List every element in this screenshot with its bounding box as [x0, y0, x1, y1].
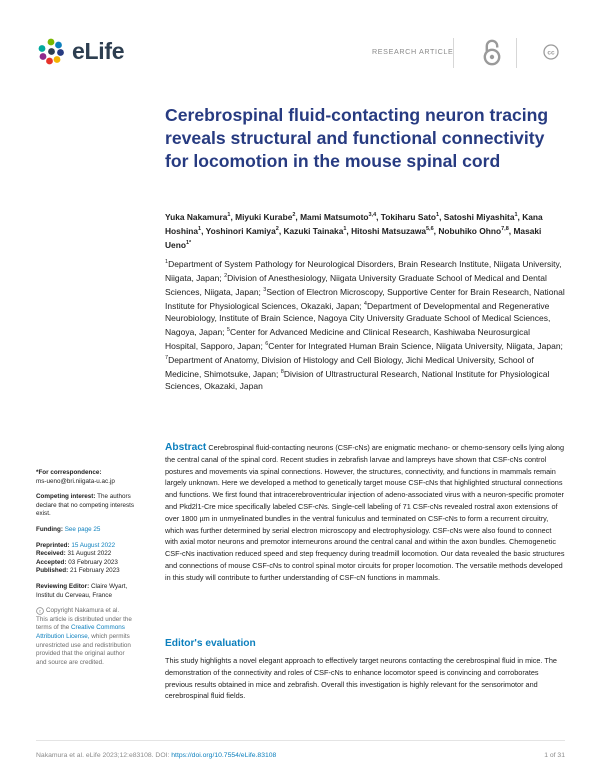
- date-row: [36, 567, 136, 576]
- author-affiliation-marker: 1: [514, 212, 518, 218]
- author-name[interactable]: Tokiharu Sato: [380, 211, 437, 222]
- citation-text: Nakamura et al. eLife 2023;12:e83108. DOI:: [36, 752, 172, 759]
- affiliation-number: 5: [226, 327, 230, 334]
- correspondence-block: [36, 469, 136, 486]
- affiliation-text: Section of Electron Microscopy, Supportive Center for Brain Research, National Institute for Physiological Sciences, Okazaki, Japan;: [165, 286, 565, 311]
- page-number: 1 of 31: [544, 752, 565, 759]
- copyright-text-cont: which permits unrestricted use and redistribution provided that the original author and source are credited.: [36, 632, 131, 666]
- affiliation-list: [165, 256, 565, 393]
- author-name[interactable]: Nobuhiko Ohno: [438, 226, 502, 236]
- author-affiliation-marker: 2: [275, 226, 279, 233]
- funding-block: [36, 526, 136, 535]
- author-affiliation-marker: 1: [436, 212, 440, 218]
- reviewing-editor-block: [36, 583, 136, 600]
- author-affiliation-marker: 1: [227, 212, 231, 218]
- doi-link[interactable]: https://doi.org/10.7554/eLife.83108: [171, 752, 277, 759]
- affiliation-text: Center for Advanced Medicine and Clinical Research, Kashiwaba Neurosurgical Hospital, Sapporo, Japan;: [165, 327, 530, 352]
- svg-text:cc: cc: [547, 49, 555, 57]
- competing-interest-text: The authors declare that no competing interests exist.: [36, 493, 135, 518]
- copyright-holder: Copyright Nakamura et al.: [46, 607, 120, 615]
- author-affiliation-marker: 5,6: [426, 226, 434, 233]
- affiliation-number: 2: [224, 273, 228, 280]
- affiliation-number: 1: [165, 259, 169, 265]
- author-name[interactable]: Yuka Nakamura: [165, 211, 228, 222]
- author-affiliation-marker: 1: [198, 226, 202, 233]
- author-affiliation-marker: 3,4: [368, 212, 377, 218]
- author-affiliation-marker: 2: [292, 212, 296, 218]
- cc-license-link[interactable]: Creative Commons Attribution License,: [36, 624, 125, 640]
- date-label: Accepted:: [36, 558, 67, 566]
- copyright-block: [36, 607, 136, 667]
- date-value: 31 August 2022: [67, 550, 112, 558]
- correspondence-label: *For correspondence:: [36, 469, 102, 476]
- author-name[interactable]: Satoshi Miyashita: [443, 211, 515, 222]
- affiliation-number: 8: [280, 369, 284, 376]
- affiliation-text: Department of System Pathology for Neurological Disorders, Brain Research Institute, Niigata University, Niigata, Japan;: [165, 258, 562, 283]
- abstract-text: Cerebrospinal fluid-contacting neurons (CSF-cNs) are enigmatic mechano- or chemo-sensory cells lying along the central canal of the spinal cord. Recent studies in zebrafish larvae and lampreys have shown that CSF-cNs control postures and movements via spinal connections. However, the structures, connectivity, and functions in mammals remain largely unknown. Here we developed a method to genetically target mouse CSF-cNs that highlighted structural connections and functions. We first found that intracerebroventricular injection of adeno-associated virus with a neuron-specific promoter and Pkd2l1-Cre mice specifically labeled CSF-cNs. Single-cell labeling of 71 CSF-cNs revealed rostral axon extensions of over 1800 µm in unmyelinated bundles in the ventral funiculus and terminated on CSF-cNs to form a recurrent circuitry, which was further determined by serial electron microscopy and electrophysiology. CSF-cNs were also found to connect with axial motor neurons and premotor interneurons around the central canal and within the axon bundles. Chemogenetic CSF-cNs inactivation reduced speed and step frequency during treadmill locomotion. Our data revealed the basic structures and connections of mouse CSF-cNs to control spinal motor circuits for proper locomotion. The versatile methods developed in this study will contribute to further understanding of CSF-cN functions in mammals.: [165, 443, 565, 582]
- reviewing-editor-name: Claire Wyart, Institut du Cerveau, France: [36, 582, 128, 599]
- reviewing-editor-label: Reviewing Editor:: [36, 582, 90, 590]
- author-name[interactable]: Kazuki Tainaka: [283, 226, 344, 236]
- author-name[interactable]: Kana Hoshina: [165, 211, 543, 236]
- author-name[interactable]: Masaki Ueno: [165, 226, 542, 251]
- funding-link[interactable]: See page 25: [64, 525, 101, 533]
- affiliation-text: Division of Ultrastructural Research, National Institute for Physiological Sciences, Okazaki, Japan: [165, 369, 550, 392]
- date-label: Received:: [36, 550, 66, 558]
- date-value[interactable]: 15 August 2022: [71, 541, 116, 549]
- date-row: [36, 550, 136, 559]
- footer-citation: [36, 752, 276, 759]
- funding-label: Funding:: [36, 525, 63, 533]
- abstract: [165, 442, 565, 584]
- date-label: Preprinted:: [36, 541, 70, 549]
- editors-evaluation-heading: Editor's evaluation: [165, 638, 256, 649]
- svg-text:c: c: [38, 609, 42, 615]
- open-access-icon: [480, 38, 504, 68]
- header-divider: [516, 38, 517, 68]
- affiliation-number: 7: [165, 355, 169, 362]
- competing-interest-label: Competing interest:: [36, 493, 96, 501]
- author-list: Yuka Nakamura$^1$, Miyuki Kurabe$^2$, Mami Matsumoto$^{3,4}$, Tokiharu Sato$^1$, Satoshi Miyashita$^1$, Kana Hoshina$^1$, Yoshinori Kamiya$^2$, Kazuki Tainaka$^1$, Hitoshi Matsuzawa$^{5,6}$, Nobuhiko Ohno$^{7,8}$, Masaki Ueno$^{1*}$: [165, 211, 543, 251]
- affiliation-text: Department of Anatomy, Division of Histology and Cell Biology, Jichi Medical University, School of Medicine, Shimotsuke, Japan;: [165, 355, 534, 380]
- correspondence-email[interactable]: ms-ueno@bri.niigata-u.ac.jp: [36, 477, 115, 485]
- footer-divider: [36, 740, 565, 741]
- affiliation-text: Division of Anesthesiology, Niigata University Graduate School of Medical and Dental Sciences, Niigata, Japan;: [165, 272, 547, 297]
- date-value: 21 February 2023: [69, 567, 120, 575]
- date-value: 03 February 2023: [68, 558, 118, 566]
- affiliation-number: 4: [363, 301, 367, 308]
- author-name[interactable]: Hitoshi Matsuzawa: [351, 226, 426, 236]
- affiliation-text: Department of Developmental and Regenerative Neurobiology, Institute of Brain Science, Nagoya City University Graduate School of Medical Sciences, Nagoya, Japan;: [165, 300, 551, 338]
- publication-dates: [36, 542, 136, 576]
- elife-logo[interactable]: [36, 36, 124, 66]
- affiliation-number: 6: [265, 341, 269, 348]
- date-label: Published:: [36, 567, 69, 575]
- author-affiliation-marker: 7,8: [501, 226, 509, 233]
- article-title: Cerebrospinal fluid-contacting neuron tracing reveals structural and functional connectivity for locomotion in the mouse spinal cord: [165, 105, 549, 171]
- affiliation-number: 3: [263, 287, 267, 294]
- author-name[interactable]: Miyuki Kurabe: [235, 211, 293, 222]
- abstract-heading: Abstract: [165, 442, 207, 453]
- date-row: [36, 559, 136, 568]
- author-name[interactable]: Mami Matsumoto: [300, 211, 369, 222]
- elife-logo-icon: [36, 36, 66, 66]
- article-type-label: RESEARCH ARTICLE: [372, 47, 454, 56]
- affiliation-text: Center for Integrated Human Brain Science, Niigata University, Niigata, Japan;: [268, 341, 563, 352]
- creative-commons-icon: [543, 44, 559, 60]
- copyright-text: This article is distributed under the terms of the: [36, 615, 132, 632]
- author-name[interactable]: Yoshinori Kamiya: [205, 226, 276, 236]
- editors-evaluation-text: This study highlights a novel elegant approach to effectively target neurons contacting the cerebrospinal fluid in mice. The demonstration of the connectivity and roles of CSF-cNs to enhance locomotor speed is convincing and corroborates previous results obtained in mice and zebrafish. Overall this investigation is highly relevant for the sensorimotor and cerebrospinal fluid fields.: [165, 656, 557, 701]
- competing-interest-block: [36, 493, 136, 519]
- article-info-sidebar: [36, 469, 136, 667]
- date-row: [36, 542, 136, 551]
- author-affiliation-marker: 1*: [185, 240, 192, 247]
- copyright-icon: [36, 607, 44, 615]
- elife-logo-text: eLife: [72, 37, 125, 64]
- header-divider: [453, 38, 454, 68]
- author-affiliation-marker: 1: [343, 226, 347, 233]
